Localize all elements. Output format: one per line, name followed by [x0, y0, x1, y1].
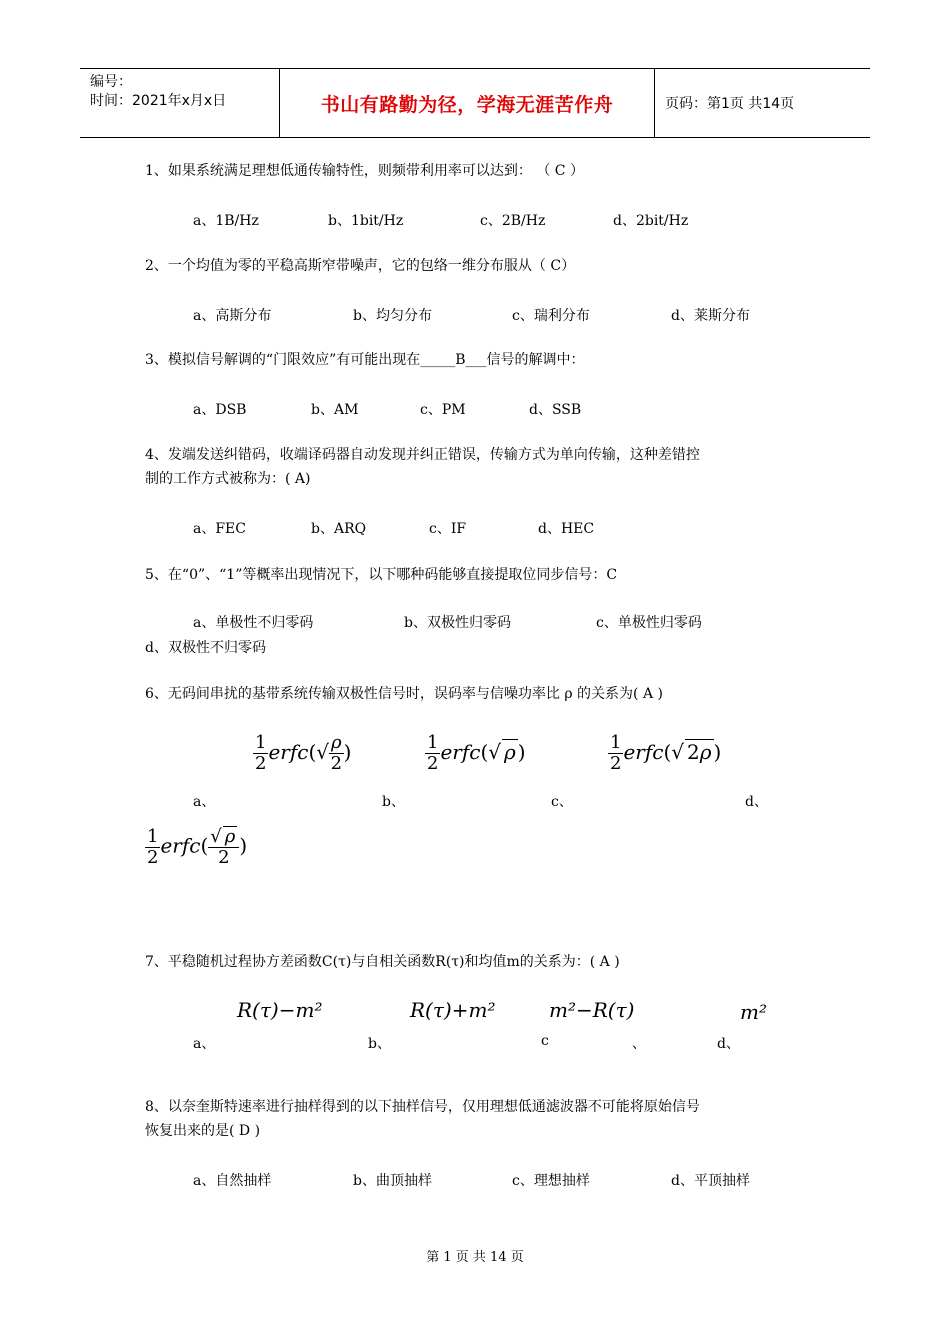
q5-option-a: a、单极性不归零码 — [193, 615, 314, 631]
q2-option-a: a、高斯分布 — [193, 308, 272, 324]
q3-option-d: d、SSB — [529, 402, 582, 418]
header-meta — [80, 69, 280, 137]
header-page-info: 页码：第1页 共14页 — [665, 96, 795, 112]
q7-formula-c: m²−R(τ) — [549, 998, 635, 1022]
question-8-line-2: 恢复出来的是( D ) — [145, 1123, 261, 1139]
q5-option-c: c、单极性归零码 — [596, 615, 702, 631]
q6-formula-a: $\frac{1}{2}$ erfc(√ $\frac{\rho}{2}$ ) — [255, 732, 352, 774]
q4-option-b: b、ARQ — [311, 521, 367, 537]
q7-option-a: a、 — [193, 1036, 216, 1052]
q4-option-d: d、HEC — [538, 521, 595, 537]
q6-option-b: b、 — [382, 794, 405, 810]
q6-formula-c: $\frac{1}{2}$ erfc(√ 2ρ ) — [610, 732, 722, 774]
q6-option-c: c、 — [551, 794, 573, 810]
question-5: 5、在“0”、“1”等概率出现情况下，以下哪种码能够直接提取位同步信号：C — [145, 567, 618, 583]
q5-option-b: b、双极性归零码 — [404, 615, 511, 631]
q2-option-d: d、莱斯分布 — [671, 308, 750, 324]
question-4-line-1: 4、发端发送纠错码，收端译码器自动发现并纠正错误，传输方式为单向传输，这种差错控 — [145, 447, 700, 463]
question-1: 1、如果系统满足理想低通传输特性，则频带利用率可以达到： （ C ） — [145, 163, 584, 179]
question-2: 2、一个均值为零的平稳高斯窄带噪声，它的包络一维分布服从（ C） — [145, 258, 576, 274]
question-3: 3、模拟信号解调的“门限效应”有可能出现在_____B___信号的解调中： — [145, 352, 585, 368]
q7-option-b: b、 — [368, 1036, 391, 1052]
q7-option-c-separator: 、 — [632, 1036, 646, 1052]
header-motto: 书山有路勤为径，学海无涯苦作舟 — [280, 69, 655, 137]
q6-option-d: d、 — [745, 794, 768, 810]
q5-option-d: d、双极性不归零码 — [145, 640, 266, 656]
q7-option-c: c — [541, 1033, 549, 1049]
q8-option-a: a、自然抽样 — [193, 1173, 272, 1189]
q4-option-a: a、FEC — [193, 521, 246, 537]
q3-option-c: c、PM — [420, 402, 466, 418]
number-label: 编号： — [90, 74, 132, 90]
q2-option-b: b、均匀分布 — [353, 308, 432, 324]
question-7: 7、平稳随机过程协方差函数C(τ)与自相关函数R(τ)和均值m的关系为：( A ) — [145, 954, 620, 970]
q1-option-a: a、1B/Hz — [193, 213, 259, 229]
q7-formula-d: m² — [740, 1000, 767, 1024]
q1-option-c: c、2B/Hz — [480, 213, 546, 229]
q6-formula-b: $\frac{1}{2}$ erfc(√ ρ ) — [427, 732, 526, 774]
q8-option-b: b、曲顶抽样 — [353, 1173, 432, 1189]
q8-option-c: c、理想抽样 — [512, 1173, 590, 1189]
q8-option-d: d、平顶抽样 — [671, 1173, 750, 1189]
q1-option-d: d、2bit/Hz — [613, 213, 689, 229]
question-6: 6、无码间串扰的基带系统传输双极性信号时，误码率与信噪功率比 ρ 的关系为( A ) — [145, 686, 663, 702]
time-label: 时间：2021年x月x日 — [90, 93, 227, 109]
q3-option-a: a、DSB — [193, 402, 247, 418]
page-header — [80, 68, 870, 138]
question-4-line-2: 制的工作方式被称为：( A) — [145, 471, 311, 487]
q7-formula-a: R(τ)−m² — [237, 998, 323, 1022]
q1-option-b: b、1bit/Hz — [328, 213, 404, 229]
q6-formula-d: $\frac{1}{2}$ erfc( $\frac{√ \rho}{2}$ ) — [147, 825, 248, 868]
q7-option-d: d、 — [717, 1036, 740, 1052]
q6-option-a: a、 — [193, 794, 216, 810]
question-8-line-1: 8、以奈奎斯特速率进行抽样得到的以下抽样信号，仅用理想低通滤波器不可能将原始信号 — [145, 1099, 700, 1115]
q2-option-c: c、瑞利分布 — [512, 308, 590, 324]
q7-formula-b: R(τ)+m² — [410, 998, 496, 1022]
page-footer: 第 1 页 共 14 页 — [426, 1250, 524, 1265]
q4-option-c: c、IF — [429, 521, 467, 537]
q3-option-b: b、AM — [311, 402, 359, 418]
